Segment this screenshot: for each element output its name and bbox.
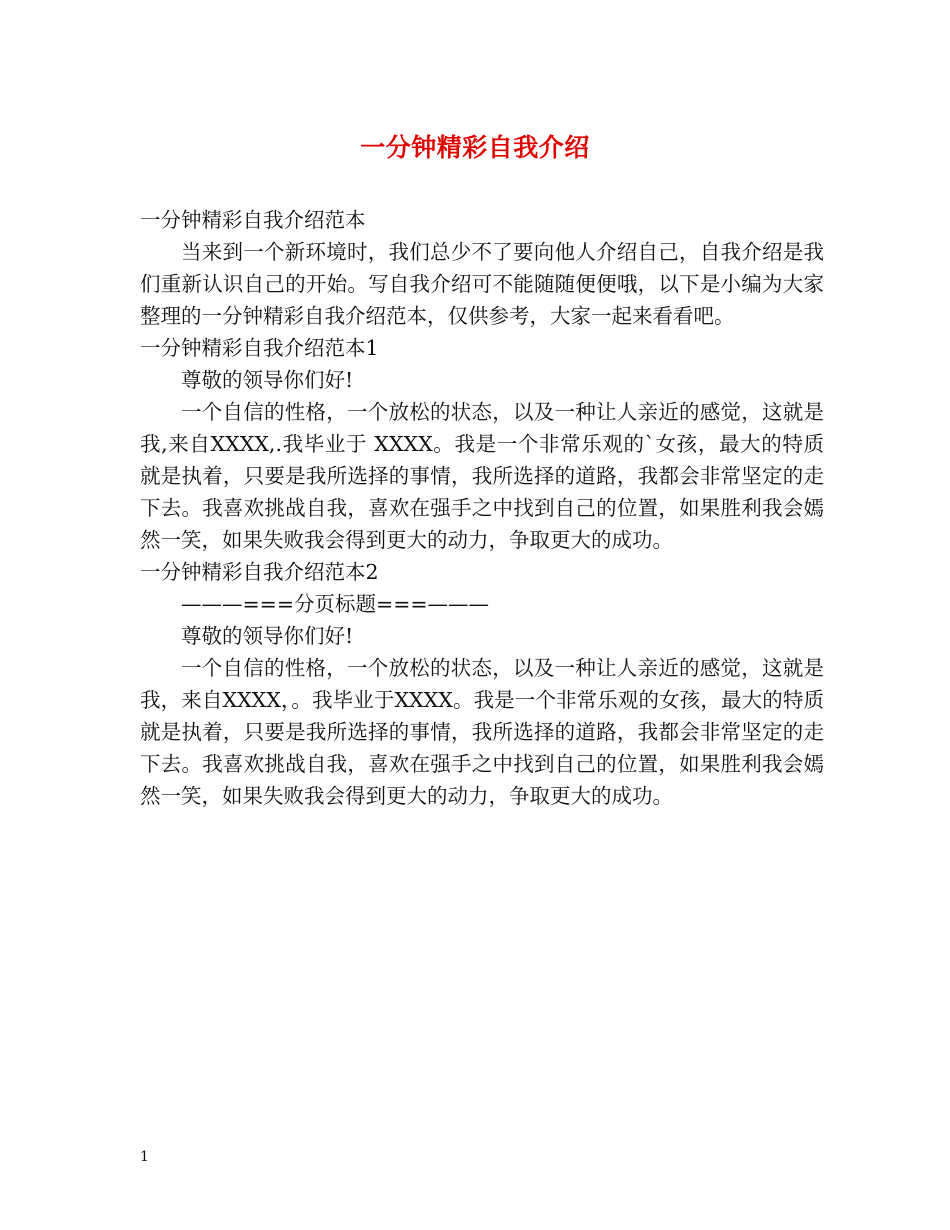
page-number: 1 xyxy=(140,1149,149,1165)
document-body xyxy=(140,204,824,812)
greeting-paragraph: 尊敬的领导你们好! xyxy=(181,624,354,648)
section-heading: 一分钟精彩自我介绍范本2 xyxy=(140,560,379,584)
section-heading: 一分钟精彩自我介绍范本1 xyxy=(140,336,379,360)
body-paragraph: 一个自信的性格，一个放松的状态，以及一种让人亲近的感觉，这就是我，来自XXXX，。我毕业于XXXX。我是一个非常乐观的女孩，最大的特质就是执着，只要是我所选择的事情，我所选择的道路，我都会非常坚定的走下去。我喜欢挑战自我，喜欢在强手之中找到自己的位置，如果胜利我会嫣然一笑，如果失败我会得到更大的动力，争取更大的成功。 xyxy=(140,656,824,808)
section-heading: 一分钟精彩自我介绍范本 xyxy=(140,208,366,232)
document-title: 一分钟精彩自我介绍 xyxy=(360,133,590,162)
greeting-paragraph: 尊敬的领导你们好! xyxy=(181,368,354,392)
page-break-marker: ———===分页标题===——— xyxy=(181,592,490,616)
body-paragraph: 一个自信的性格，一个放松的状态，以及一种让人亲近的感觉，这就是我,来自XXXX,.我毕业于 XXXX。我是一个非常乐观的`女孩，最大的特质就是执着，只要是我所选择的事情，我所选择的道路，我都会非常坚定的走下去。我喜欢挑战自我，喜欢在强手之中找到自己的位置，如果胜利我会嫣然一笑，如果失败我会得到更大的动力，争取更大的成功。 xyxy=(140,400,824,552)
intro-paragraph: 当来到一个新环境时，我们总少不了要向他人介绍自己，自我介绍是我们重新认识自己的开始。写自我介绍可不能随随便便哦，以下是小编为大家整理的一分钟精彩自我介绍范本，仅供参考，大家一起来看看吧。 xyxy=(140,240,824,328)
